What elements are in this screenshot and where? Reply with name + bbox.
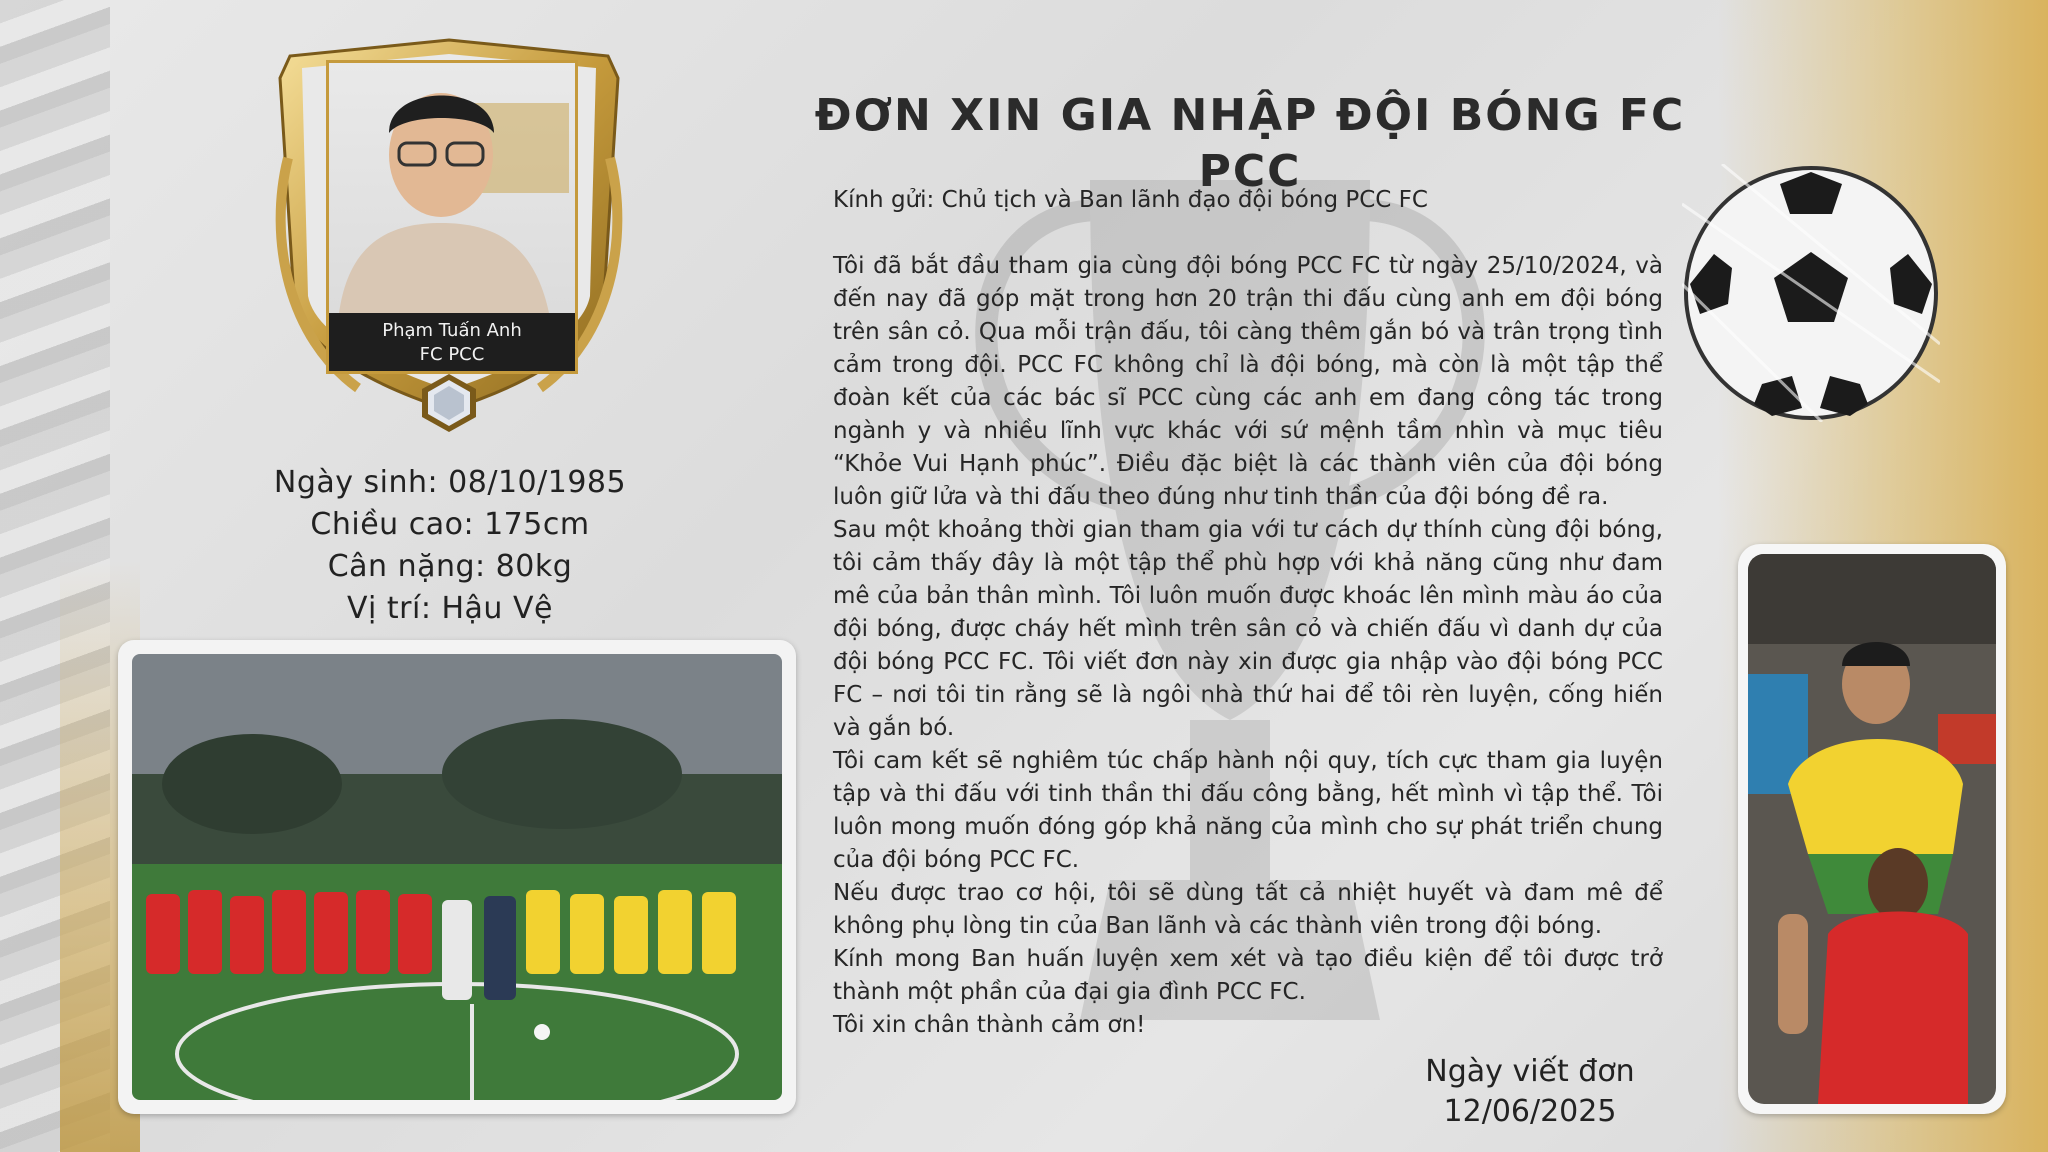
player-celebration-photo [1738,544,2006,1114]
letter-paragraph: Nếu được trao cơ hội, tôi sẽ dùng tất cả nhiệt huyết và đam mê để không phụ lòng tin của Ban lãnh và các thành viên trong đội bóng. [833,880,1663,939]
team-photo [118,640,796,1114]
letter-closing: Tôi xin chân thành cảm ơn! [833,1012,1146,1038]
player-portrait [329,63,575,313]
player-card [268,38,630,438]
stat-position: Vị trí: Hậu Vệ [347,591,553,626]
letter-paragraph: Tôi cam kết sẽ nghiêm túc chấp hành nội quy, tích cực tham gia luyện tập và thi đấu với tinh thần thi đấu công bằng, hết mình vì tập thể. Tôi luôn mong muốn đóng góp khả năng của mình cho sự phát triển chung của đội bóng PCC FC. [833,748,1663,873]
player-name: Phạm Tuấn Anh [382,320,522,341]
soccer-ball-icon [1682,164,1940,422]
stat-height: Chiều cao: 175cm [310,507,590,542]
letter-paragraph: Kính mong Ban huấn luyện xem xét và tạo điều kiện để tôi được trở thành một phần của đại gia đình PCC FC. [833,946,1663,1005]
signature-date: 12/06/2025 [1443,1094,1617,1129]
letter-title: ĐƠN XIN GIA NHẬP ĐỘI BÓNG FC PCC [814,90,1686,197]
celebration-photo-image [1748,554,1996,1104]
card-photo-frame [326,60,578,374]
signature-label: Ngày viết đơn [1425,1054,1635,1089]
letter-greeting: Kính gửi: Chủ tịch và Ban lãnh đạo đội bóng PCC FC [833,187,1428,213]
stat-birth: Ngày sinh: 08/10/1985 [273,465,627,500]
player-stats [200,462,700,630]
letter-paragraph: Tôi đã bắt đầu tham gia cùng đội bóng PCC FC từ ngày 25/10/2024, và đến nay đã góp mặt trong hơn 20 trận thi đấu cùng anh em đội bóng trên sân cỏ. Qua mỗi trận đấu, tôi càng thêm gắn bó và trân trọng tình cảm trong đội. PCC FC không chỉ là đội bóng, mà còn là một tập thể đoàn kết của các bác sĩ PCC cùng các anh em đang công tác trong ngành y và nhiều lĩnh vực khác với sứ mệnh tầm nhìn và mục tiêu “Khỏe Vui Hạnh phúc”. Điều đặc biệt là các thành viên của đội bóng luôn giữ lửa và thi đấu theo đúng như tinh thần của đội bóng đề ra. [833,253,1663,510]
letter-paragraph: Sau một khoảng thời gian tham gia với tư cách dự thính cùng đội bóng, tôi cảm thấy đây là một tập thể phù hợp với khả năng cũng như đam mê của bản thân mình. Tôi luôn muốn được khoác lên mình màu áo của đội bóng, được cháy hết mình trên sân cỏ và chiến đấu vì danh dự của đội bóng PCC FC. Tôi viết đơn này xin được gia nhập vào đội bóng PCC FC – nơi tôi tin rằng sẽ là ngôi nhà thứ hai để tôi rèn luyện, cống hiến và gắn bó. [833,517,1663,741]
team-photo-image [132,654,782,1100]
letter-body [833,184,1663,1042]
diamond-badge-icon [418,372,480,434]
player-team: FC PCC [419,344,485,365]
stat-weight: Cân nặng: 80kg [327,549,573,584]
